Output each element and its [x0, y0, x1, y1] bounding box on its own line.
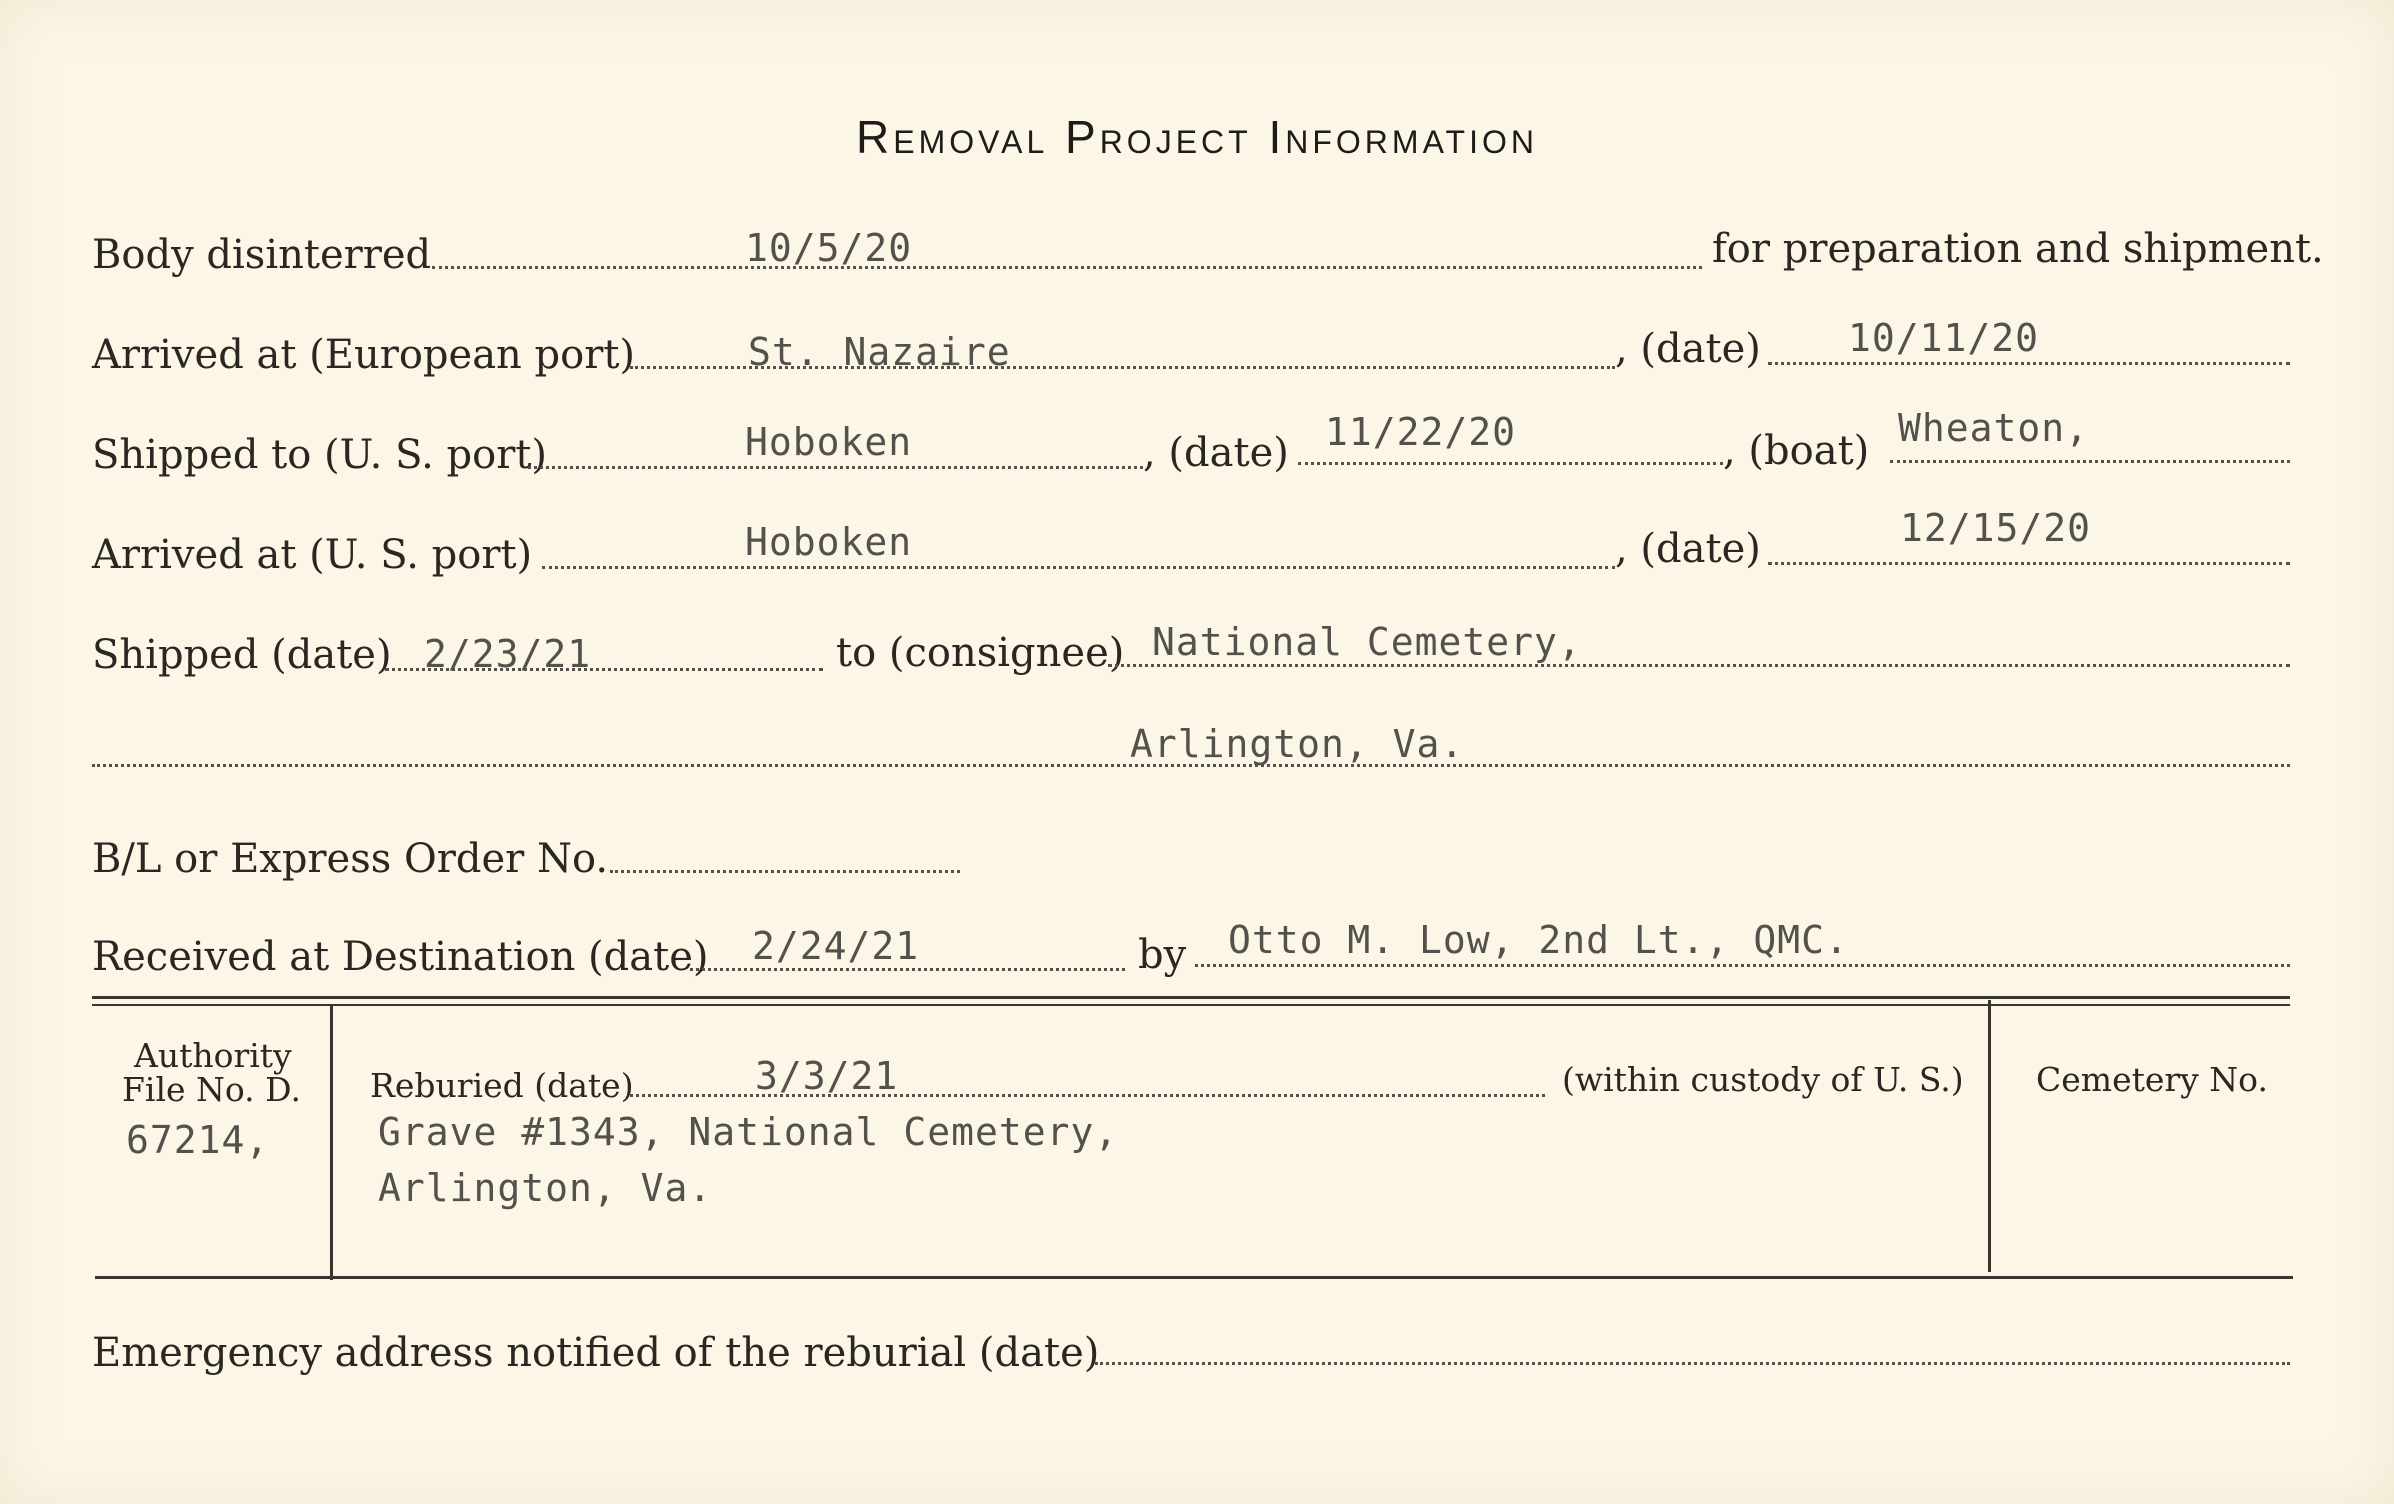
shipped-date-label: , (date)	[1143, 430, 1289, 476]
within-custody-label: (within custody of U. S.)	[1562, 1060, 1964, 1099]
double-rule-top	[92, 996, 2290, 999]
shipped-us-label: Shipped to (U. S. port)	[92, 432, 547, 478]
reburied-date-value: 3/3/21	[755, 1054, 899, 1098]
consignee-line1	[1108, 664, 2290, 667]
consignee-value-1: National Cemetery,	[1152, 620, 1582, 664]
emergency-date-line	[1095, 1362, 2290, 1365]
file-number-value: 67214,	[126, 1118, 270, 1162]
boat-value: Wheaton,	[1898, 406, 2090, 450]
bl-order-line	[610, 870, 960, 873]
grave-line-2: Arlington, Va.	[378, 1166, 713, 1210]
boat-line	[1890, 460, 2290, 463]
box-bottom-rule	[95, 1276, 2293, 1279]
arrived-date-line	[1768, 562, 2290, 565]
arrived-date-value: 12/15/20	[1900, 506, 2092, 550]
arrived-us-port-line	[542, 566, 1615, 569]
cemetery-no-label: Cemetery No.	[2036, 1060, 2268, 1099]
received-dest-label: Received at Destination (date)	[92, 934, 709, 980]
authority-label-1: Authority	[134, 1036, 292, 1075]
authority-divider	[330, 1006, 333, 1280]
body-disinterred-label: Body disinterred	[92, 232, 432, 278]
for-preparation-label: for preparation and shipment.	[1712, 226, 2324, 272]
arrived-us-port-value: Hoboken	[745, 520, 913, 564]
shipped-date-line	[1298, 462, 1723, 465]
european-date-label: , (date)	[1615, 326, 1761, 372]
shipped-us-port-value: Hoboken	[745, 420, 913, 464]
shipped-consignee-date-label: Shipped (date)	[92, 632, 392, 678]
body-disinterred-line	[432, 266, 1702, 269]
received-date-line	[690, 968, 1125, 971]
authority-label-2: File No. D.	[122, 1070, 301, 1109]
grave-line-1: Grave #1343, National Cemetery,	[378, 1110, 1119, 1154]
arrived-european-label: Arrived at (European port)	[92, 332, 636, 378]
european-port-value: St. Nazaire	[748, 330, 1011, 374]
european-date-value: 10/11/20	[1848, 316, 2040, 360]
received-by-line	[1195, 964, 2290, 967]
arrived-date-label: , (date)	[1615, 526, 1761, 572]
emergency-label: Emergency address notified of the reburial (date)	[92, 1330, 1100, 1376]
cemetery-divider	[1988, 1000, 1991, 1272]
shipped-date-value: 11/22/20	[1325, 410, 1517, 454]
boat-label: , (boat)	[1723, 428, 1870, 474]
shipped-consignee-date-value: 2/23/21	[424, 632, 592, 676]
double-rule-bottom	[92, 1004, 2290, 1006]
consignee-value-2: Arlington, Va.	[1130, 722, 1465, 766]
received-date-value: 2/24/21	[752, 924, 920, 968]
bl-order-label: B/L or Express Order No.	[92, 836, 609, 882]
received-by-value: Otto M. Low, 2nd Lt., QMC.	[1228, 918, 1849, 962]
body-disinterred-value: 10/5/20	[745, 226, 913, 270]
arrived-us-label: Arrived at (U. S. port)	[92, 532, 533, 578]
european-date-line	[1768, 362, 2290, 365]
to-consignee-label: to (consignee)	[836, 630, 1125, 676]
shipped-us-port-line	[528, 466, 1143, 469]
received-by-label: by	[1138, 932, 1187, 978]
reburied-label: Reburied (date)	[370, 1066, 634, 1105]
card-title: Removal Project Information	[856, 111, 1538, 163]
